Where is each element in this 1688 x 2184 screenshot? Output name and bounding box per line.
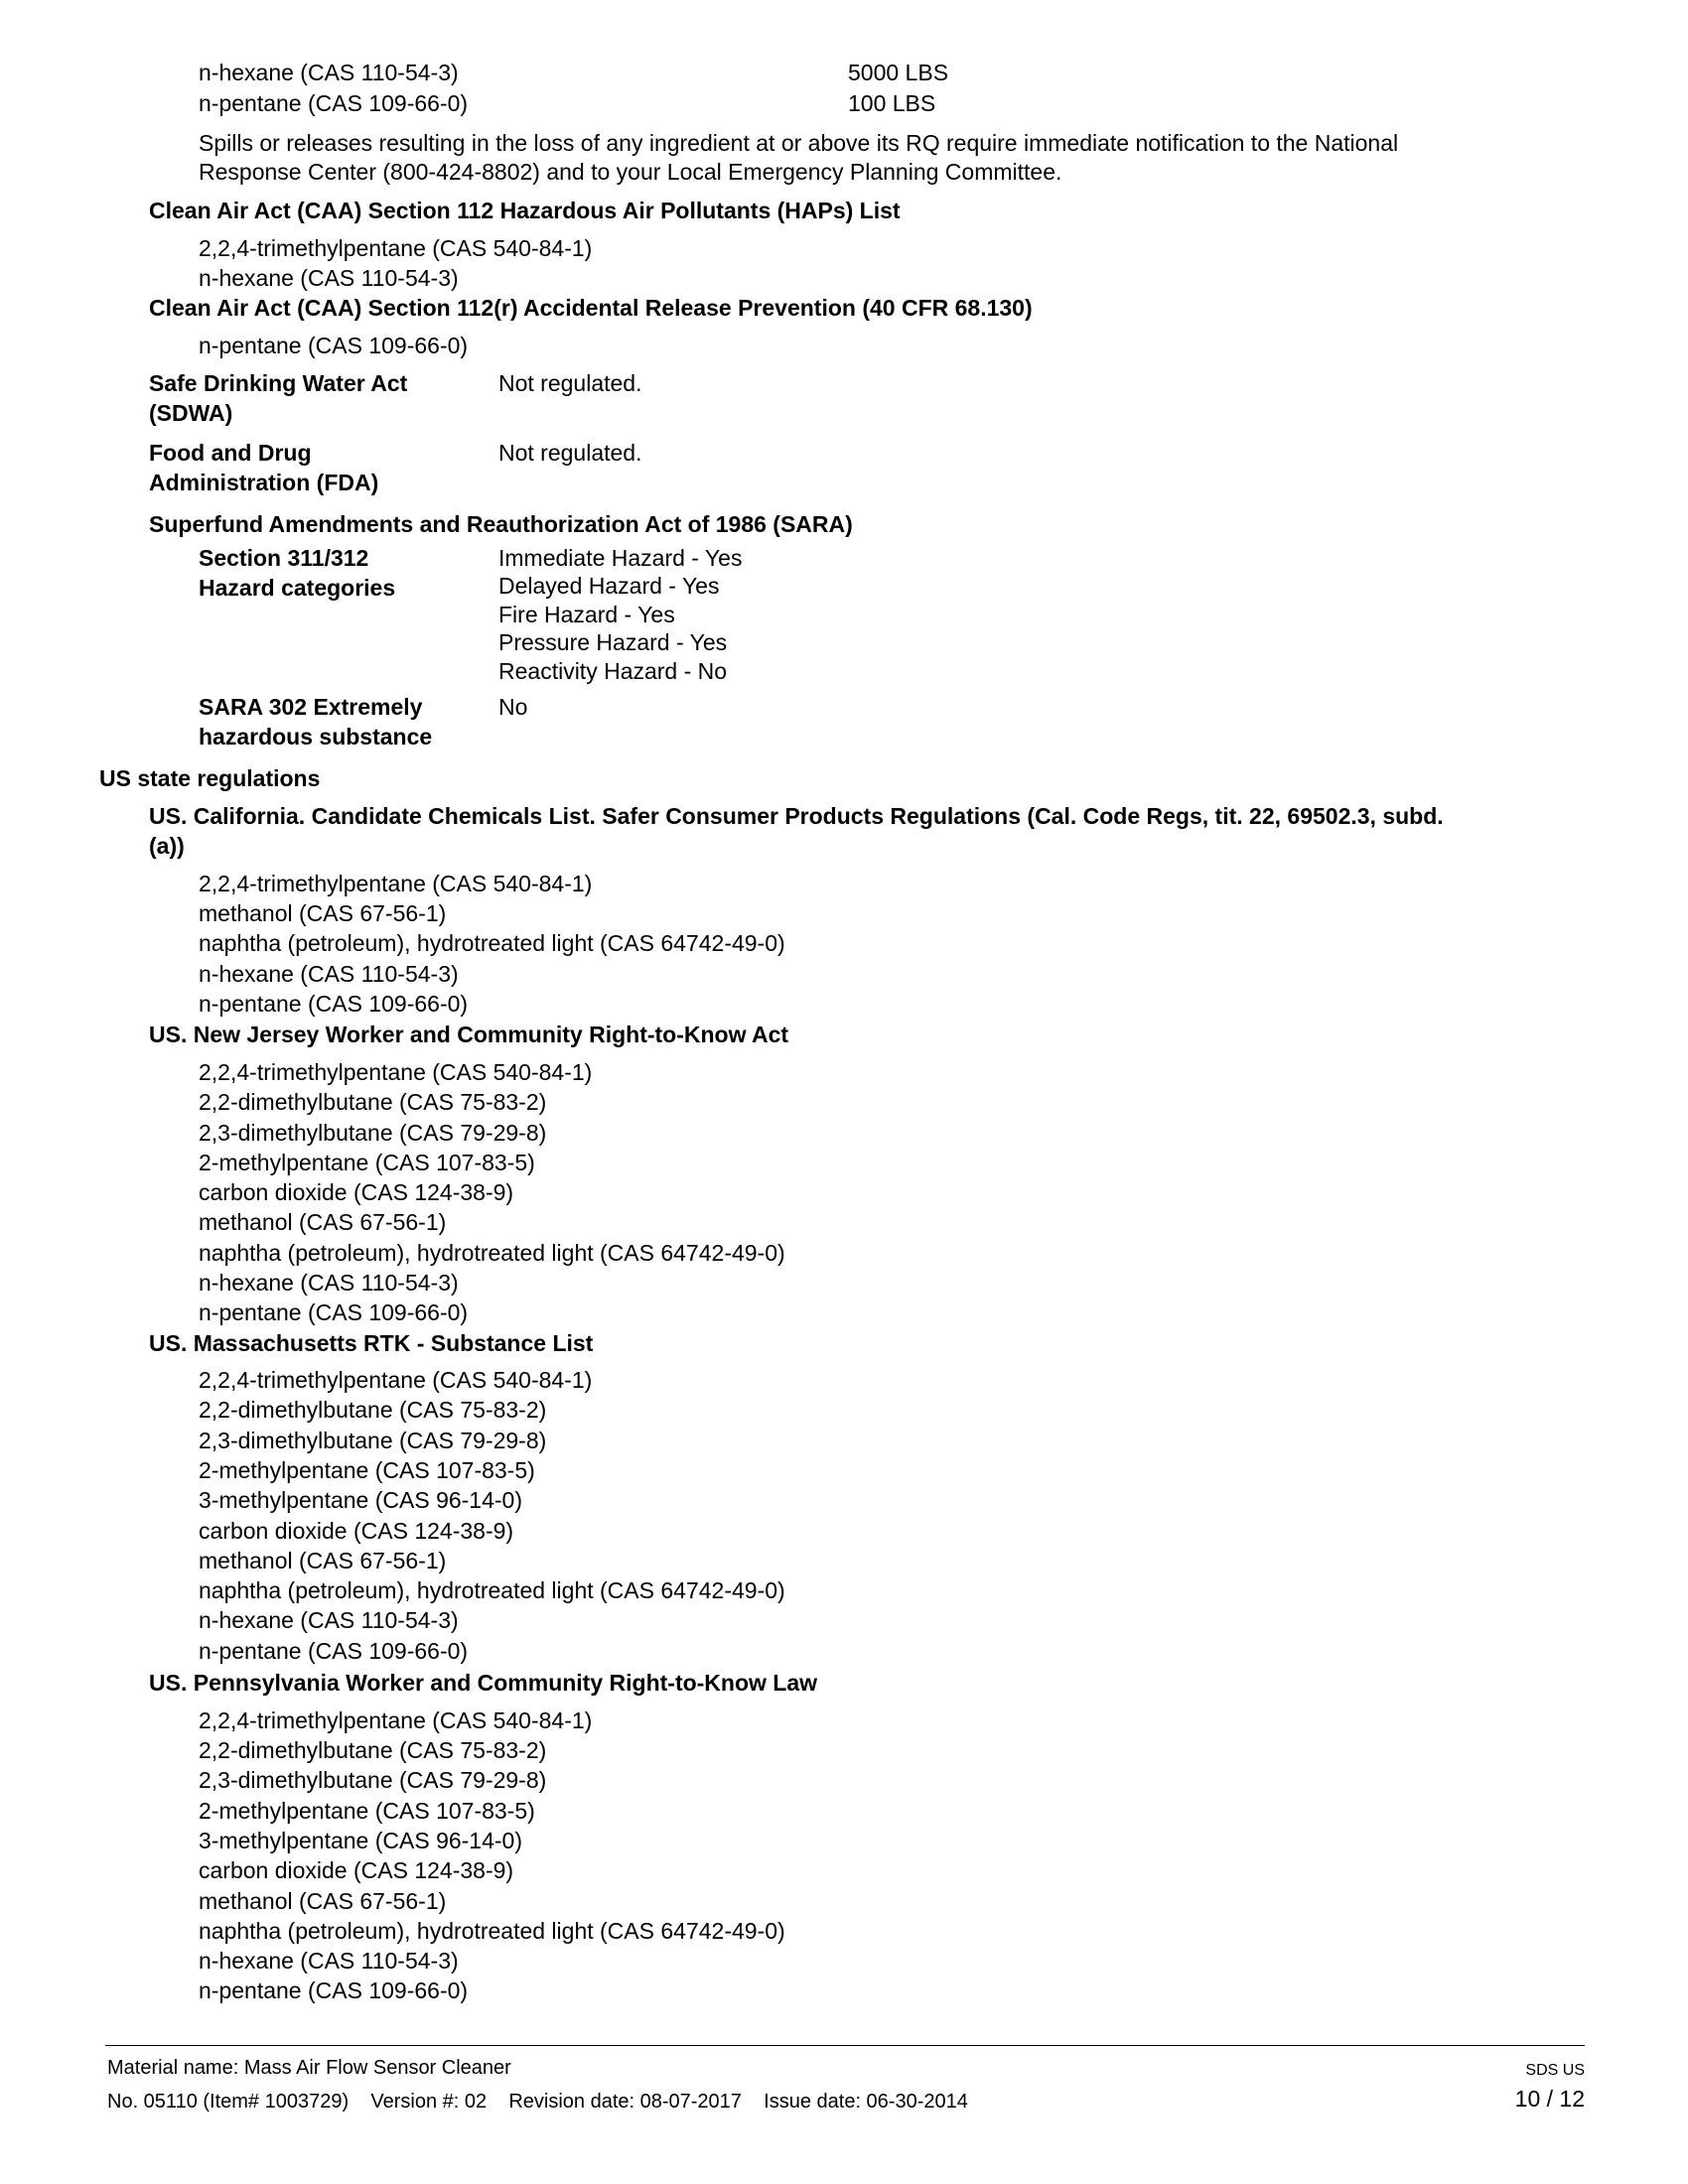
list-item: n-pentane (CAS 109-66-0) xyxy=(199,1299,469,1325)
list-item: methanol (CAS 67-56-1) xyxy=(199,1888,447,1914)
caa-112r-heading: Clean Air Act (CAA) Section 112(r) Accidental Release Prevention (40 CFR 68.130) xyxy=(149,295,1033,321)
sdwa-label: (SDWA) xyxy=(149,400,233,426)
list-item: 2,2-dimethylbutane (CAS 75-83-2) xyxy=(199,1397,547,1423)
sdwa-value: Not regulated. xyxy=(498,370,642,396)
list-item: n-pentane (CAS 109-66-0) xyxy=(199,333,469,358)
footer-sds-label: SDS US xyxy=(1525,2062,1585,2079)
list-item: 2,2,4-trimethylpentane (CAS 540-84-1) xyxy=(199,1059,593,1085)
list-item: carbon dioxide (CAS 124-38-9) xyxy=(199,1857,514,1883)
footer-material-name: Material name: Mass Air Flow Sensor Cleaner xyxy=(107,2057,511,2079)
list-item: n-pentane (CAS 109-66-0) xyxy=(199,1638,469,1664)
fda-label: Food and Drug xyxy=(149,440,312,466)
list-item: n-hexane (CAS 110-54-3) xyxy=(199,1948,459,1974)
list-item: n-hexane (CAS 110-54-3) xyxy=(199,961,459,987)
hazard-item: Immediate Hazard - Yes xyxy=(498,545,743,571)
list-item: 2,2,4-trimethylpentane (CAS 540-84-1) xyxy=(199,871,593,896)
sara-302-label: SARA 302 Extremely xyxy=(199,694,423,720)
list-item: methanol (CAS 67-56-1) xyxy=(199,1548,447,1573)
list-item: 2-methylpentane (CAS 107-83-5) xyxy=(199,1150,535,1175)
list-item: 3-methylpentane (CAS 96-14-0) xyxy=(199,1487,522,1513)
sara-302-value: No xyxy=(498,694,528,720)
list-item: methanol (CAS 67-56-1) xyxy=(199,1209,447,1235)
list-item: 2,3-dimethylbutane (CAS 79-29-8) xyxy=(199,1428,547,1453)
hazard-item: Delayed Hazard - Yes xyxy=(498,573,720,599)
list-item: 2,2,4-trimethylpentane (CAS 540-84-1) xyxy=(199,235,593,261)
list-item: 2,2-dimethylbutane (CAS 75-83-2) xyxy=(199,1089,547,1115)
list-item: 3-methylpentane (CAS 96-14-0) xyxy=(199,1828,522,1853)
rq-note: Response Center (800-424-8802) and to your Local Emergency Planning Committee. xyxy=(199,159,1062,185)
sara-section-label: Hazard categories xyxy=(199,575,396,601)
new-jersey-heading: US. New Jersey Worker and Community Right-to-Know Act xyxy=(149,1022,789,1047)
rq-chemical: n-hexane (CAS 110-54-3) xyxy=(199,60,459,85)
rq-quantity: 5000 LBS xyxy=(848,60,949,85)
fda-value: Not regulated. xyxy=(498,440,642,466)
rq-chemical: n-pentane (CAS 109-66-0) xyxy=(199,90,469,116)
fda-label: Administration (FDA) xyxy=(149,470,379,495)
pennsylvania-heading: US. Pennsylvania Worker and Community Right-to-Know Law xyxy=(149,1670,818,1696)
list-item: naphtha (petroleum), hydrotreated light (CAS 64742-49-0) xyxy=(199,930,785,956)
list-item: 2,3-dimethylbutane (CAS 79-29-8) xyxy=(199,1120,547,1146)
list-item: n-pentane (CAS 109-66-0) xyxy=(199,1978,469,2003)
list-item: naphtha (petroleum), hydrotreated light (CAS 64742-49-0) xyxy=(199,1918,785,1944)
hazard-item: Pressure Hazard - Yes xyxy=(498,629,728,655)
sara-heading: Superfund Amendments and Reauthorization Act of 1986 (SARA) xyxy=(149,511,853,537)
california-heading: (a)) xyxy=(149,833,185,859)
rq-note: Spills or releases resulting in the loss of any ingredient at or above its RQ require immediate notification to the National xyxy=(199,130,1399,156)
footer-doc-info: No. 05110 (Item# 1003729) Version #: 02 Revision date: 08-07-2017 Issue date: 06-30-2014 xyxy=(107,2091,968,2113)
caa-haps-heading: Clean Air Act (CAA) Section 112 Hazardous Air Pollutants (HAPs) List xyxy=(149,198,901,223)
list-item: 2,2-dimethylbutane (CAS 75-83-2) xyxy=(199,1737,547,1763)
footer-page-number: 10 / 12 xyxy=(1514,2086,1585,2112)
rq-quantity: 100 LBS xyxy=(848,90,936,116)
list-item: n-hexane (CAS 110-54-3) xyxy=(199,265,459,291)
state-regulations-heading: US state regulations xyxy=(99,765,321,791)
list-item: carbon dioxide (CAS 124-38-9) xyxy=(199,1518,514,1544)
list-item: carbon dioxide (CAS 124-38-9) xyxy=(199,1179,514,1205)
list-item: n-pentane (CAS 109-66-0) xyxy=(199,991,469,1017)
sara-section-label: Section 311/312 xyxy=(199,545,369,571)
hazard-item: Fire Hazard - Yes xyxy=(498,602,675,627)
california-heading: US. California. Candidate Chemicals List. Safer Consumer Products Regulations (Cal. Code Regs, tit. 22, 69502.3, subd. xyxy=(149,803,1444,829)
sara-302-label: hazardous substance xyxy=(199,724,433,750)
list-item: 2,2,4-trimethylpentane (CAS 540-84-1) xyxy=(199,1707,593,1733)
list-item: naphtha (petroleum), hydrotreated light (CAS 64742-49-0) xyxy=(199,1240,785,1266)
sdwa-label: Safe Drinking Water Act xyxy=(149,370,408,396)
massachusetts-heading: US. Massachusetts RTK - Substance List xyxy=(149,1330,594,1356)
footer-divider xyxy=(105,2045,1585,2046)
list-item: n-hexane (CAS 110-54-3) xyxy=(199,1607,459,1633)
list-item: 2-methylpentane (CAS 107-83-5) xyxy=(199,1798,535,1824)
list-item: 2,2,4-trimethylpentane (CAS 540-84-1) xyxy=(199,1367,593,1393)
list-item: 2-methylpentane (CAS 107-83-5) xyxy=(199,1457,535,1483)
list-item: 2,3-dimethylbutane (CAS 79-29-8) xyxy=(199,1767,547,1793)
list-item: n-hexane (CAS 110-54-3) xyxy=(199,1270,459,1296)
list-item: naphtha (petroleum), hydrotreated light (CAS 64742-49-0) xyxy=(199,1577,785,1603)
list-item: methanol (CAS 67-56-1) xyxy=(199,900,447,926)
hazard-item: Reactivity Hazard - No xyxy=(498,658,728,684)
